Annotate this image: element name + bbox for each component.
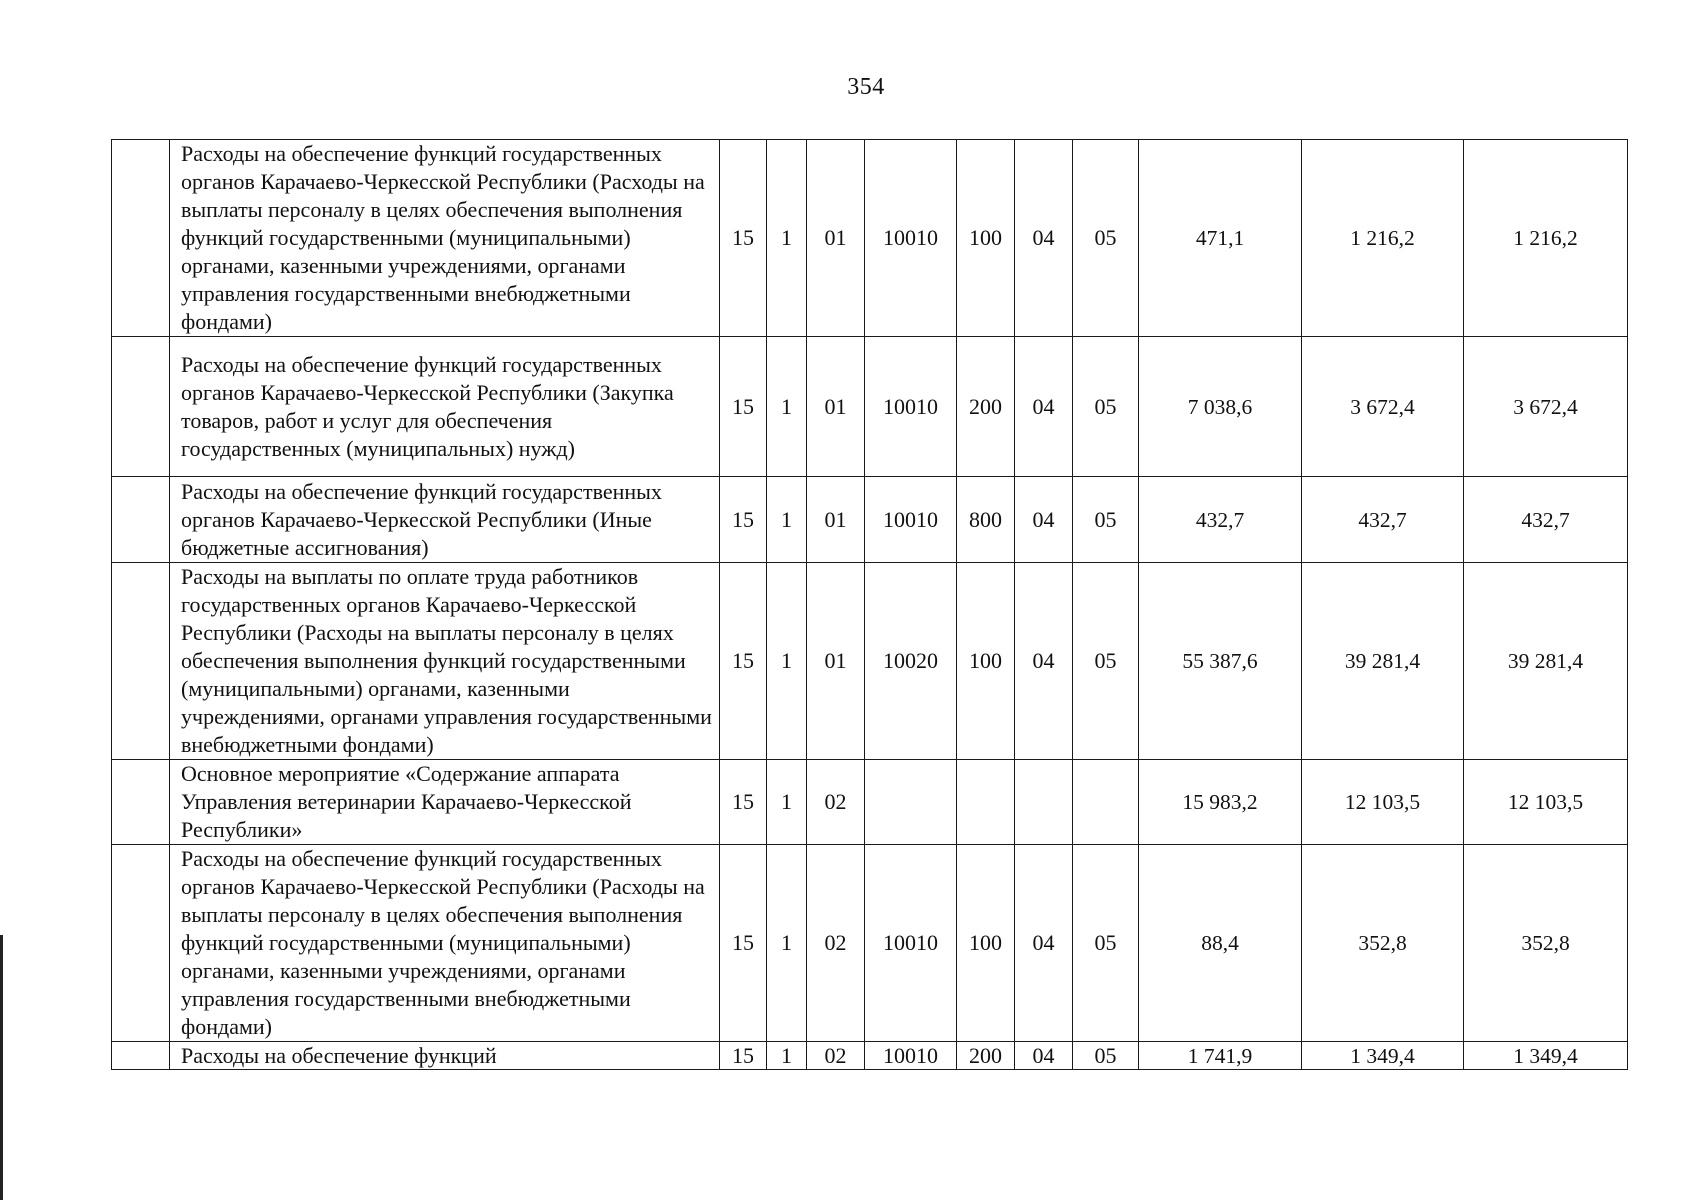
code-cell: 04: [1015, 845, 1073, 1042]
table-row: [112, 845, 1628, 1042]
amount-cell: 39 281,4: [1464, 563, 1628, 760]
amount-cell: 3 672,4: [1464, 337, 1628, 477]
code-cell: 15: [720, 760, 767, 845]
code-cell: 10020: [865, 563, 957, 760]
code-cell: 02: [807, 845, 865, 1042]
code-cell: 10010: [865, 477, 957, 563]
amount-cell: 7 038,6: [1139, 337, 1302, 477]
code-cell: 100: [957, 845, 1015, 1042]
code-cell: 800: [957, 477, 1015, 563]
amount-cell: 88,4: [1139, 845, 1302, 1042]
row-number-cell: [112, 477, 170, 563]
code-cell: 10010: [865, 337, 957, 477]
table-row: [112, 760, 1628, 845]
code-cell: 05: [1073, 845, 1139, 1042]
description-cell: Расходы на обеспечение функций государственных органов Карачаево-Черкесской Республики (Иные бюджетные ассигнования): [170, 477, 720, 563]
code-cell: 100: [957, 140, 1015, 337]
description-cell: Расходы на выплаты по оплате труда работников государственных органов Карачаево-Черкесской Республики (Расходы на выплаты персоналу в целях обеспечения выполнения функций государственными (муниципальными) органами, казенными учреждениями, органами управления государственными внебюджетными фондами): [170, 563, 720, 760]
code-cell: 05: [1073, 337, 1139, 477]
row-number-cell: [112, 140, 170, 337]
code-cell: 01: [807, 477, 865, 563]
table-row: [112, 563, 1628, 760]
amount-cell: 1 216,2: [1464, 140, 1628, 337]
row-number-cell: [112, 760, 170, 845]
code-cell: 05: [1073, 477, 1139, 563]
table-row: [112, 337, 1628, 477]
code-cell: [957, 760, 1015, 845]
code-cell: [1073, 760, 1139, 845]
code-cell: 15: [720, 337, 767, 477]
table-row: [112, 1042, 1628, 1070]
row-number-cell: [112, 845, 170, 1042]
amount-cell: 1 349,4: [1302, 1042, 1464, 1070]
code-cell: 15: [720, 140, 767, 337]
code-cell: 04: [1015, 477, 1073, 563]
amount-cell: 12 103,5: [1302, 760, 1464, 845]
code-cell: 1: [767, 140, 807, 337]
amount-cell: 432,7: [1302, 477, 1464, 563]
amount-cell: 15 983,2: [1139, 760, 1302, 845]
code-cell: 05: [1073, 140, 1139, 337]
code-cell: 15: [720, 845, 767, 1042]
code-cell: 15: [720, 477, 767, 563]
table-row: [112, 477, 1628, 563]
code-cell: 02: [807, 760, 865, 845]
code-cell: 04: [1015, 140, 1073, 337]
code-cell: 1: [767, 337, 807, 477]
code-cell: 1: [767, 760, 807, 845]
code-cell: 02: [807, 1042, 865, 1070]
row-number-cell: [112, 563, 170, 760]
description-cell: Расходы на обеспечение функций государственных органов Карачаево-Черкесской Республики (Расходы на выплаты персоналу в целях обеспечения выполнения функций государственными (муниципальными) органами, казенными учреждениями, органами управления государственными внебюджетными фондами): [170, 140, 720, 337]
amount-cell: 432,7: [1139, 477, 1302, 563]
code-cell: 15: [720, 563, 767, 760]
table-row: [112, 140, 1628, 337]
code-cell: 04: [1015, 337, 1073, 477]
code-cell: 05: [1073, 1042, 1139, 1070]
code-cell: 01: [807, 563, 865, 760]
page-number: 354: [847, 74, 885, 100]
amount-cell: 1 741,9: [1139, 1042, 1302, 1070]
row-number-cell: [112, 1042, 170, 1070]
code-cell: 10010: [865, 140, 957, 337]
description-cell: Основное мероприятие «Содержание аппарата Управления ветеринарии Карачаево-Черкесской Республики»: [170, 760, 720, 845]
amount-cell: 12 103,5: [1464, 760, 1628, 845]
code-cell: 100: [957, 563, 1015, 760]
code-cell: 10010: [865, 845, 957, 1042]
amount-cell: 432,7: [1464, 477, 1628, 563]
code-cell: [1015, 760, 1073, 845]
scan-edge-rule: [0, 935, 3, 1200]
code-cell: 10010: [865, 1042, 957, 1070]
amount-cell: 3 672,4: [1302, 337, 1464, 477]
description-cell: Расходы на обеспечение функций государственных органов Карачаево-Черкесской Республики (Закупка товаров, работ и услуг для обеспечения государственных (муниципальных) нужд): [170, 337, 720, 477]
description-cell: Расходы на обеспечение функций: [170, 1042, 720, 1070]
amount-cell: 1 216,2: [1302, 140, 1464, 337]
code-cell: 04: [1015, 1042, 1073, 1070]
code-cell: 1: [767, 563, 807, 760]
code-cell: 05: [1073, 563, 1139, 760]
amount-cell: 352,8: [1464, 845, 1628, 1042]
amount-cell: 1 349,4: [1464, 1042, 1628, 1070]
code-cell: 1: [767, 845, 807, 1042]
code-cell: 200: [957, 337, 1015, 477]
amount-cell: 39 281,4: [1302, 563, 1464, 760]
code-cell: 1: [767, 477, 807, 563]
amount-cell: 55 387,6: [1139, 563, 1302, 760]
code-cell: 04: [1015, 563, 1073, 760]
budget-table: [111, 139, 1628, 1070]
code-cell: 01: [807, 140, 865, 337]
code-cell: 01: [807, 337, 865, 477]
amount-cell: 471,1: [1139, 140, 1302, 337]
code-cell: 200: [957, 1042, 1015, 1070]
row-number-cell: [112, 337, 170, 477]
description-cell: Расходы на обеспечение функций государственных органов Карачаево-Черкесской Республики (Расходы на выплаты персоналу в целях обеспечения выполнения функций государственными (муниципальными) органами, казенными учреждениями, органами управления государственными внебюджетными фондами): [170, 845, 720, 1042]
code-cell: 15: [720, 1042, 767, 1070]
amount-cell: 352,8: [1302, 845, 1464, 1042]
code-cell: [865, 760, 957, 845]
code-cell: 1: [767, 1042, 807, 1070]
